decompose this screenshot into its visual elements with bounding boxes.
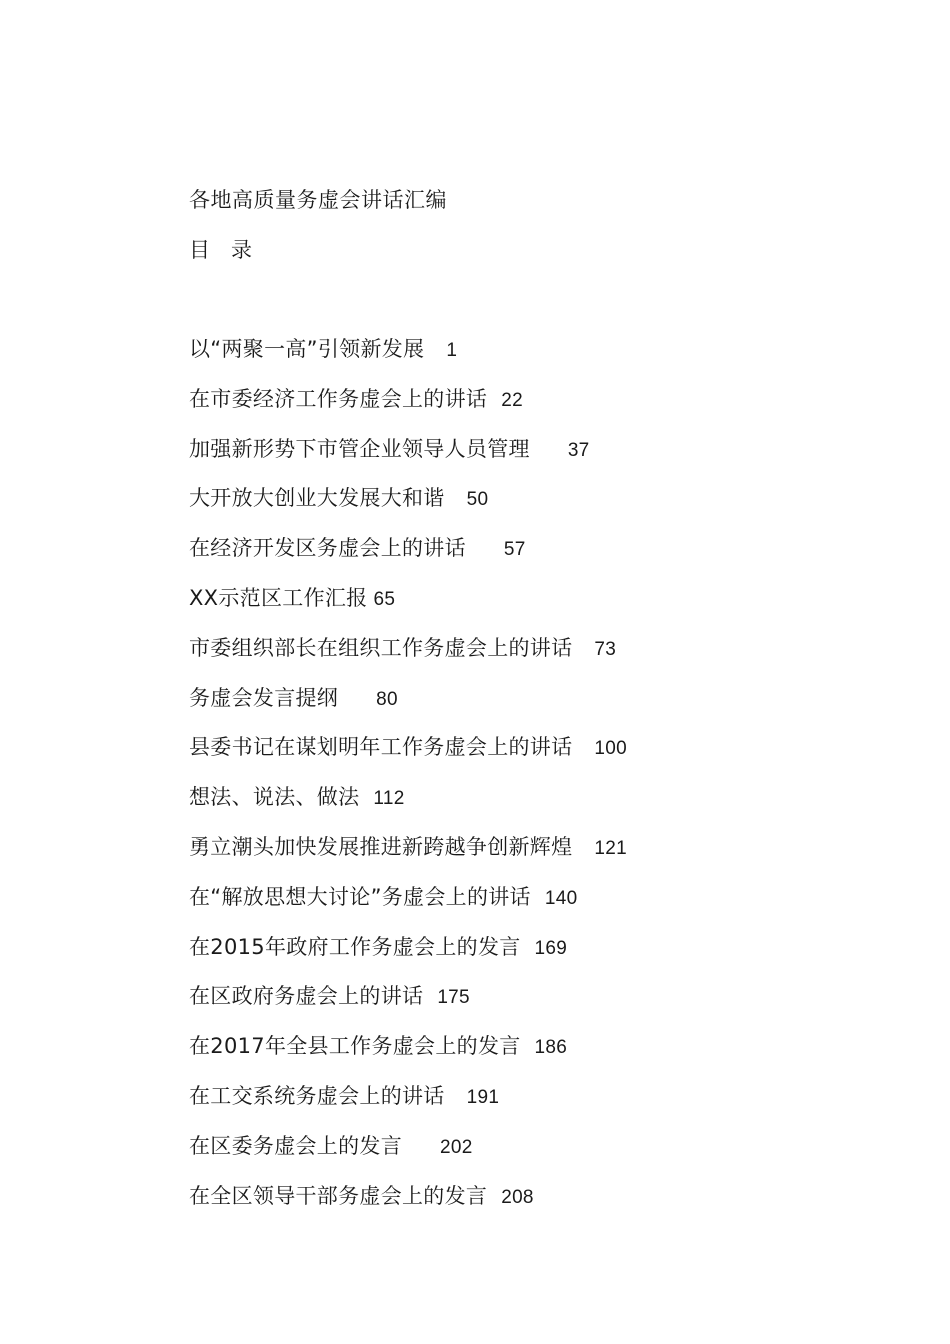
toc-entry-title: 在市委经济工作务虚会上的讲话 xyxy=(189,386,488,411)
toc-entry-title: 大开放大创业大发展大和谐 xyxy=(189,486,445,511)
toc-entry[interactable] xyxy=(189,882,627,932)
toc-entry-title: 在全区领导干部务虚会上的发言 xyxy=(189,1183,488,1208)
toc-entry-title: 市委组织部长在组织工作务虚会上的讲话 xyxy=(189,635,573,660)
toc-entry[interactable] xyxy=(189,1131,627,1181)
toc-entry-title: 务虚会发言提纲 xyxy=(189,685,339,710)
toc-entry[interactable] xyxy=(189,1081,627,1131)
toc-entry-page-number: 65 xyxy=(373,588,396,610)
toc-entry-title: 在2015年政府工作务虚会上的发言 xyxy=(189,934,521,959)
toc-entry-page-number: 112 xyxy=(373,788,405,810)
toc-entry-page-number: 191 xyxy=(466,1086,500,1108)
toc-entry[interactable] xyxy=(189,1181,627,1231)
toc-entry-page-number: 1 xyxy=(446,340,458,361)
toc-entry-title: 在“解放思想大讨论”务虚会上的讲话 xyxy=(189,884,531,909)
toc-entry[interactable] xyxy=(189,583,627,633)
toc-entry[interactable] xyxy=(189,384,627,434)
toc-entry[interactable] xyxy=(189,434,627,484)
toc-entry-title: 想法、说法、做法 xyxy=(189,785,360,810)
toc-entry[interactable] xyxy=(189,533,627,583)
toc-entry-title: 在区委务虚会上的发言 xyxy=(189,1133,402,1158)
toc-entry-page-number: 186 xyxy=(534,1037,568,1059)
toc-entry-title: 以“两聚一高”引领新发展 xyxy=(189,337,425,361)
toc-entry-title: 在区政府务虚会上的讲话 xyxy=(189,984,424,1009)
toc-entry-title: 县委书记在谋划明年工作务虚会上的讲话 xyxy=(189,735,573,760)
toc-entry-title: 在2017年全县工作务虚会上的发言 xyxy=(189,1034,521,1059)
toc-entry[interactable] xyxy=(189,981,627,1031)
toc-entry-page-number: 140 xyxy=(544,887,578,909)
toc-heading: 目 录 xyxy=(189,238,252,262)
toc-entry-title: 加强新形势下市管企业领导人员管理 xyxy=(189,436,530,461)
toc-entry-page-number: 50 xyxy=(466,489,489,511)
toc-entry[interactable] xyxy=(189,782,627,832)
toc-entry[interactable] xyxy=(189,633,627,683)
toc-entry-page-number: 22 xyxy=(501,389,523,411)
document-title: 各地高质量务虚会讲话汇编 xyxy=(189,188,447,212)
toc-entry[interactable] xyxy=(189,483,627,533)
toc-entry[interactable] xyxy=(189,683,627,733)
toc-entry-title: 在经济开发区务虚会上的讲话 xyxy=(189,536,466,561)
toc-entry-page-number: 100 xyxy=(594,738,628,760)
toc-entry-title: 在工交系统务虚会上的讲话 xyxy=(189,1083,445,1108)
toc-entry[interactable] xyxy=(189,932,627,982)
toc-entry-page-number: 80 xyxy=(376,688,398,710)
toc-entry-page-number: 202 xyxy=(440,1136,473,1158)
toc-entry-page-number: 169 xyxy=(534,937,568,959)
toc-entry-page-number: 37 xyxy=(567,439,590,461)
toc-entry[interactable] xyxy=(189,732,627,782)
toc-entry-title: 勇立潮头加快发展推进新跨越争创新辉煌 xyxy=(189,834,573,859)
toc-entry-page-number: 175 xyxy=(437,987,470,1009)
toc-entry[interactable] xyxy=(189,334,627,384)
toc-entry-page-number: 57 xyxy=(503,539,526,561)
toc-entry-page-number: 208 xyxy=(501,1186,534,1208)
toc-entry-title: XX示范区工作汇报 xyxy=(189,585,368,610)
table-of-contents xyxy=(189,334,627,1230)
toc-entry[interactable] xyxy=(189,832,627,882)
toc-entry[interactable] xyxy=(189,1031,627,1081)
toc-entry-page-number: 121 xyxy=(594,837,628,859)
toc-entry-page-number: 73 xyxy=(594,638,617,660)
